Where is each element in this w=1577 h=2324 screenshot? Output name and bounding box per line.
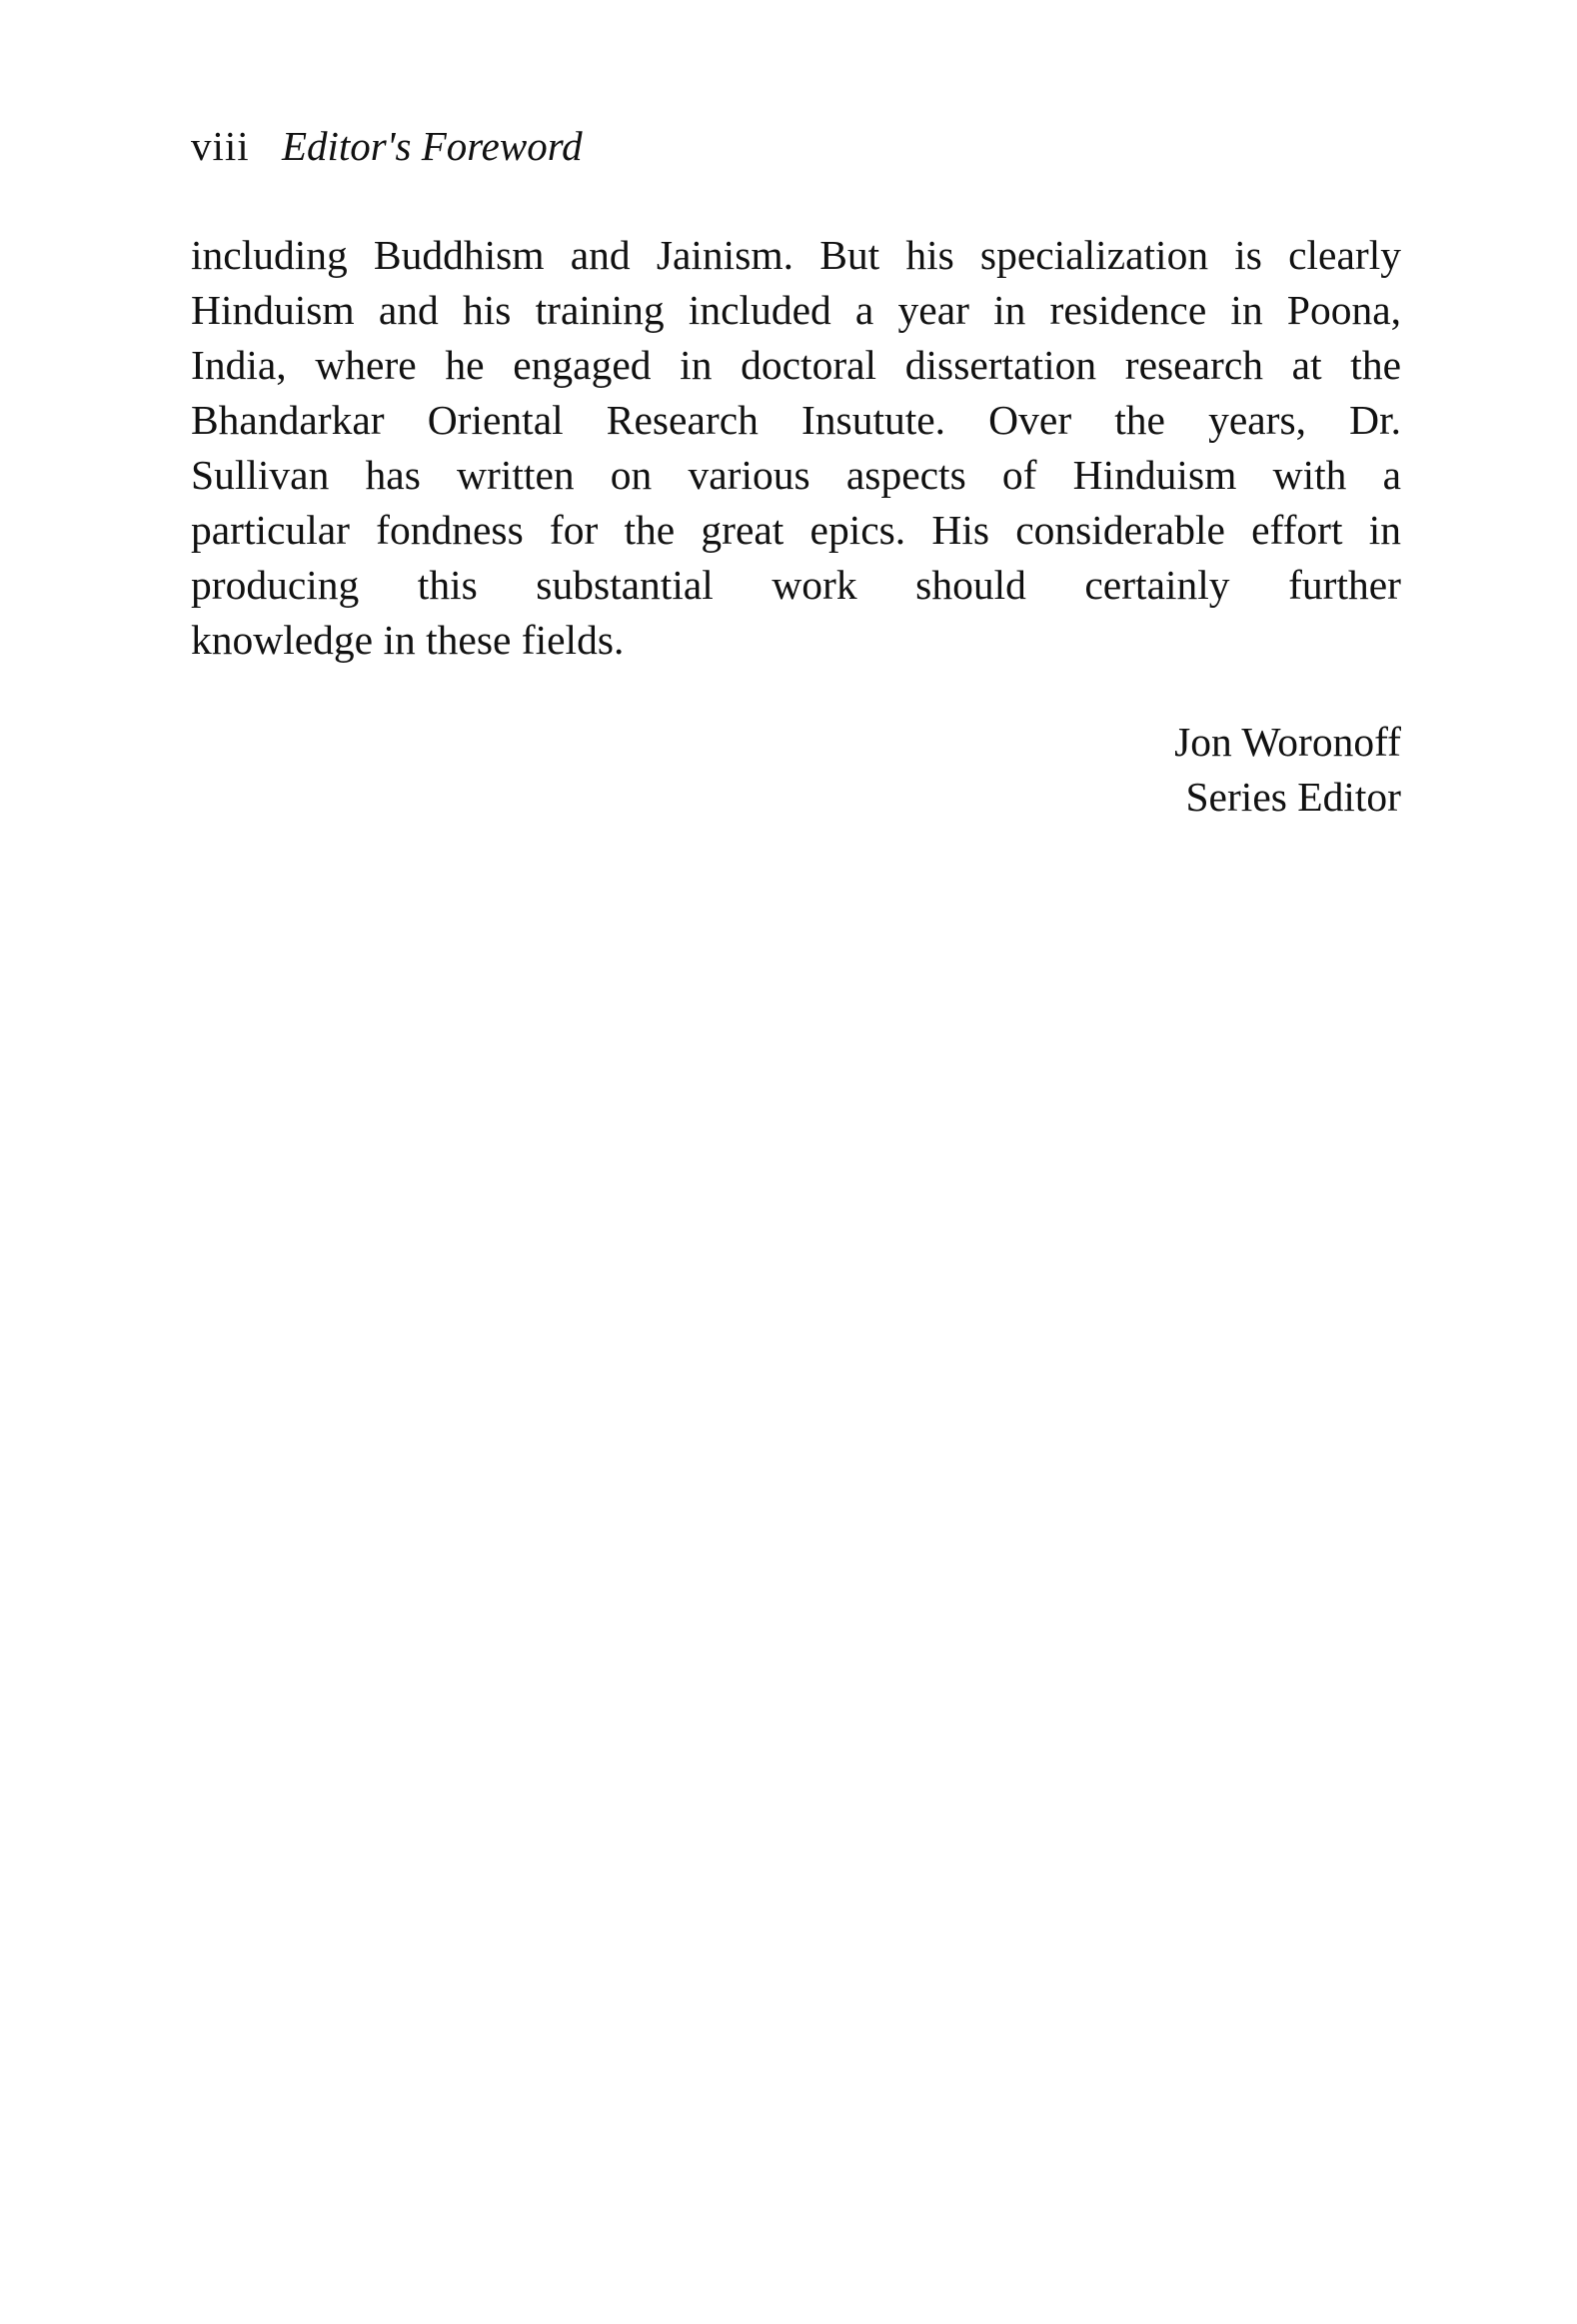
text-line: Bhandarkar Oriental Research Insutute. Over the years, Dr.: [191, 397, 1401, 443]
page-number: viii: [191, 123, 250, 169]
text-line: producing this substantial work should certainly further: [191, 562, 1401, 608]
text-line: particular fondness for the great epics. His considerable effort in: [191, 507, 1401, 553]
body-paragraph: [191, 228, 1401, 668]
section-title: Editor's Foreword: [281, 123, 583, 169]
text-line: including Buddhism and Jainism. But his specialization is clearly: [191, 232, 1401, 278]
running-head: [191, 118, 583, 174]
signature-name: Jon Woronoff: [1174, 719, 1401, 765]
text-line: Hinduism and his training included a year in residence in Poona,: [191, 287, 1401, 333]
text-line: Sullivan has written on various aspects of Hinduism with a: [191, 452, 1401, 498]
text-line: knowledge in these fields.: [191, 617, 625, 663]
signature-block: [1174, 715, 1401, 825]
text-line: India, where he engaged in doctoral dissertation research at the: [191, 342, 1401, 388]
signature-title: Series Editor: [1185, 774, 1401, 820]
